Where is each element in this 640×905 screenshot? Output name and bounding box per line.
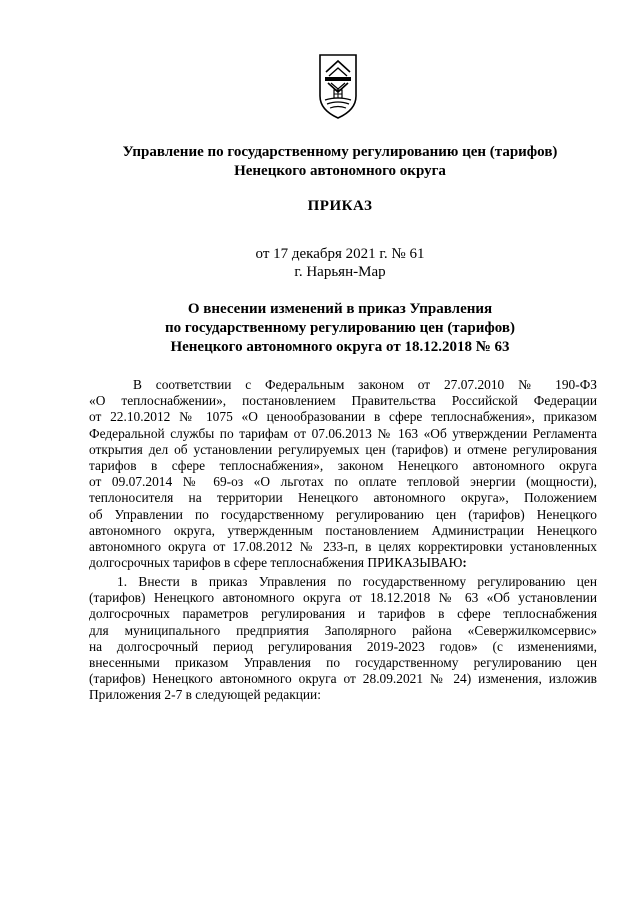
paragraph-line: 1. Внести в приказ Управления по государственному регулированию цен [117,574,597,589]
paragraph-line: теплоносителя на территории Ненецкого автономного округа», Положением [89,490,597,506]
nenets-coat-of-arms-icon [316,52,360,122]
paragraph-line: внесенными приказом Управления по государственному регулированию цен [89,655,597,671]
order-date-number: от 17 декабря 2021 г. № 61 [255,246,425,262]
paragraph-line: Федеральной службы по тарифам от 07.06.2013 № 163 «Об утверждении Регламента [89,425,597,441]
paragraph-line: для муниципального предприятия Заполярного района «Севержилкомсервис» [89,622,597,638]
order-subject [60,300,620,357]
paragraph-line: В соответствии с Федеральным законом от 27.07.2010 № 190-ФЗ [133,377,597,392]
paragraph-line-text: долгосрочных тарифов в сфере теплоснабжения ПРИКАЗЫВАЮ [89,555,463,571]
paragraph-line: «О теплоснабжении», постановлением Правительства Российской Федерации [89,393,597,409]
document-title: ПРИКАЗ [307,198,373,214]
colon-mark: : [462,555,467,571]
paragraph-line: открытия дел об установлении регулируемых цен (тарифов) и отмене регулирования [89,441,597,457]
organization-name-line1: Управление по государственному регулированию цен (тарифов) [122,144,558,160]
paragraph-line: тарифов в сфере теплоснабжения», законом Ненецкого автономного округа [89,458,597,474]
organization-name-line2: Ненецкого автономного округа [234,163,446,179]
paragraph-item-1 [89,574,597,704]
paragraph-line: на долгосрочный период регулирования 2019-2023 годов» (с изменениями, [89,638,597,654]
paragraph-last-line: Приложения 2-7 в следующей редакции: [89,687,321,703]
paragraph-line: долгосрочных параметров регулирования и тарифов в сфере теплоснабжения [89,606,597,622]
paragraph-line: автономного округа от 17.08.2012 № 233-п, в целях корректировки установленных [89,539,597,555]
paragraph-line: автономного округа, утвержденным постановлением Администрации Ненецкого [89,522,597,538]
paragraph-last-line [89,555,597,571]
paragraph-preamble [89,377,597,571]
order-city: г. Нарьян-Мар [294,264,386,280]
order-subject-line2: по государственному регулированию цен (тарифов) [165,320,515,336]
paragraph-line: об Управлении по государственному регулированию цен (тарифов) Ненецкого [89,506,597,522]
paragraph-line: (тарифов) Ненецкого автономного округа от 18.12.2018 № 63 «Об установлении [89,590,597,606]
paragraph-line: от 09.07.2014 № 69-оз «О льготах по оплате тепловой энергии (мощности), [89,474,597,490]
paragraph-line: от 22.10.2012 № 1075 «О ценообразовании в сфере теплоснабжения», приказом [89,409,597,425]
order-subject-line1: О внесении изменений в приказ Управления [187,301,493,317]
paragraph-line: (тарифов) Ненецкого автономного округа от 28.09.2021 № 24) изменения, изложив [89,671,597,687]
order-subject-line3: Ненецкого автономного округа от 18.12.2018 № 63 [170,339,510,355]
